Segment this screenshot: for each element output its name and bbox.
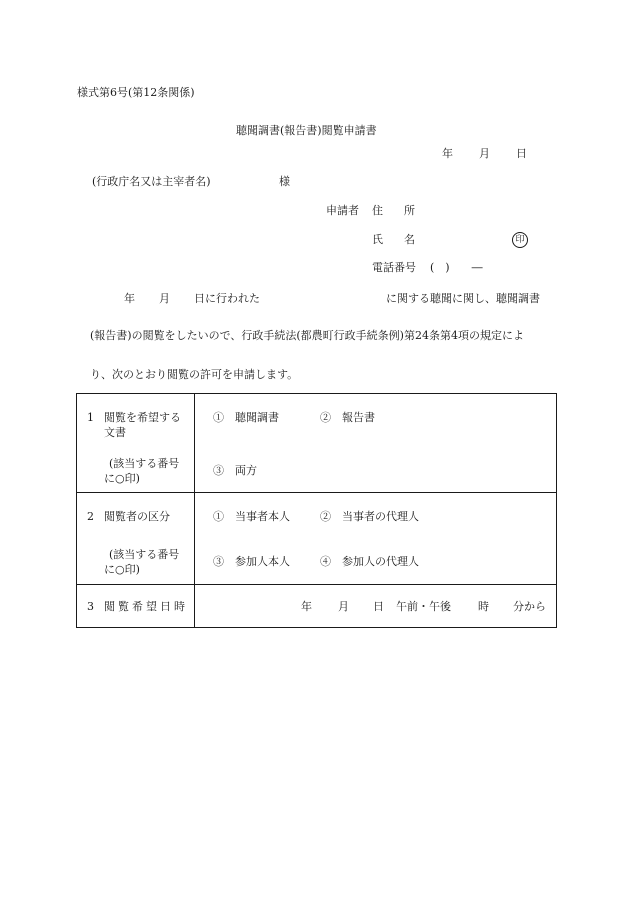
table-row-datetime [77, 585, 557, 628]
phone-dash: ― [471, 261, 483, 274]
documents-note-line-1: (該当する番号 [109, 457, 180, 470]
application-table [76, 393, 557, 628]
option-party-self[interactable]: ① 当事者本人 [213, 510, 290, 523]
body-line-3: り、次のとおり閲覧の許可を申請します。 [90, 368, 299, 381]
row-number-3: 3 [87, 600, 94, 613]
option-report[interactable]: ② 報告書 [320, 411, 375, 424]
application-date [442, 148, 527, 159]
datetime-value-cell [195, 585, 557, 628]
date-day: 日 [516, 147, 527, 160]
body-day: 日に行われた [194, 292, 260, 305]
datetime-month: 月 [338, 600, 349, 613]
datetime-year: 年 [301, 600, 312, 613]
documents-label-line-2: 文書 [104, 426, 126, 439]
phone-label-text: 電話番号 [372, 261, 416, 274]
row-number-1: 1 [87, 411, 94, 424]
addressee [92, 175, 290, 188]
applicant-label: 申請者 [326, 204, 359, 217]
address-label [372, 205, 415, 216]
body-line-1-tail: に関する聴聞に関し、聴聞調書 [386, 292, 540, 305]
name-label-2: 名 [404, 233, 415, 246]
phone-label [372, 262, 483, 273]
option-hearing-record[interactable]: ① 聴聞調書 [213, 411, 279, 424]
option-participant-self[interactable]: ③ 参加人本人 [213, 555, 290, 568]
body-year: 年 [124, 292, 135, 305]
option-participant-agent[interactable]: ④ 参加人の代理人 [320, 555, 419, 568]
viewer-note-line-1: (該当する番号 [109, 548, 180, 561]
body-line-1 [124, 293, 260, 304]
name-label-1: 氏 [372, 233, 383, 246]
documents-options-cell [195, 394, 557, 493]
datetime-day: 日 [373, 600, 384, 613]
body-month: 月 [159, 292, 170, 305]
date-month: 月 [479, 147, 490, 160]
viewer-options-cell [195, 493, 557, 585]
documents-note-line-2: に○印) [104, 472, 140, 485]
documents-label-line-1: 閲覧を希望する [104, 411, 181, 424]
viewer-label-cell [77, 493, 195, 585]
document-title: 聴聞調書(報告書)閲覧申請書 [236, 124, 377, 137]
datetime-minute: 分から [513, 600, 546, 613]
datetime-hour: 時 [478, 600, 489, 613]
addressee-name: (行政庁名又は主宰者名) [92, 175, 211, 188]
datetime-label-cell [77, 585, 195, 628]
date-year: 年 [442, 147, 453, 160]
form-number: 様式第6号(第12条関係) [77, 86, 195, 99]
phone-parens: ( ) [430, 261, 450, 274]
option-both[interactable]: ③ 両方 [213, 464, 257, 477]
address-label-1: 住 [372, 204, 383, 217]
datetime-label: 閲覧希望日時 [104, 600, 188, 613]
documents-label-cell [77, 394, 195, 493]
datetime-ampm: 午前・午後 [396, 600, 451, 613]
address-label-2: 所 [404, 204, 415, 217]
addressee-suffix: 様 [279, 175, 290, 188]
table-row-viewer [77, 493, 557, 585]
row-number-2: 2 [87, 510, 94, 523]
viewer-label: 閲覧者の区分 [104, 510, 170, 523]
body-line-2: (報告書)の閲覧をしたいので、行政手続法(都農町行政手続条例)第24条第4項の規定によ [90, 329, 524, 342]
viewer-note-line-2: に○印) [104, 563, 140, 576]
name-label [372, 234, 415, 245]
option-party-agent[interactable]: ② 当事者の代理人 [320, 510, 419, 523]
seal-icon: 印 [512, 232, 528, 248]
table-row-documents [77, 394, 557, 493]
